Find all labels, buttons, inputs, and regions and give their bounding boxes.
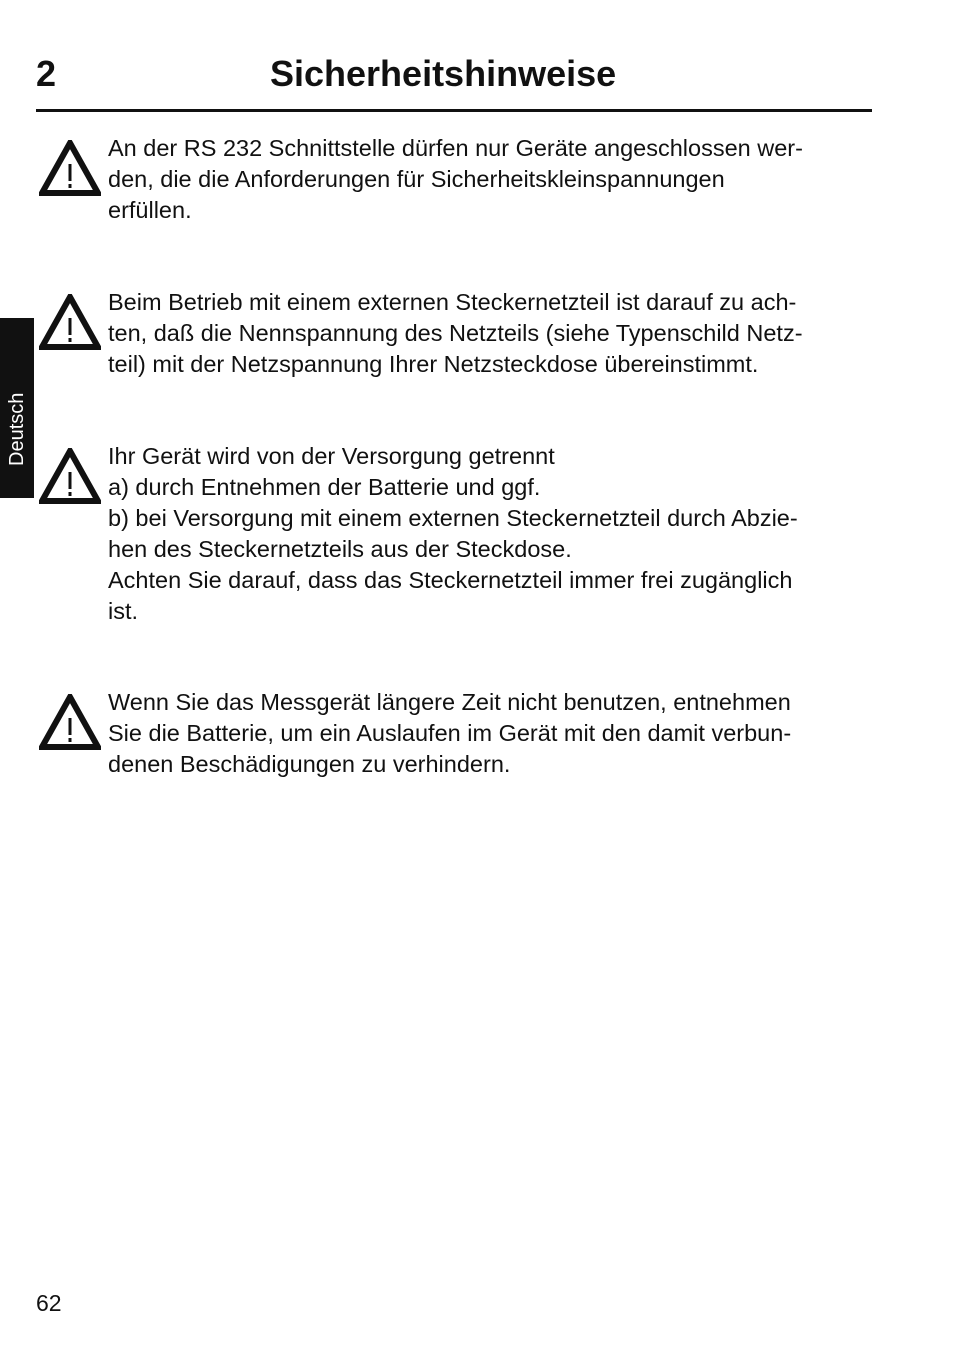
page-number: 62 — [36, 1290, 62, 1316]
text-line: Achten Sie darauf, dass das Steckernetzteil immer frei zugänglich — [108, 567, 793, 593]
text-line: Wenn Sie das Messgerät längere Zeit nicht benutzen, entnehmen — [108, 689, 791, 715]
safety-notice-text — [108, 133, 872, 226]
title-divider — [36, 109, 872, 112]
text-line: Ihr Gerät wird von der Versorgung getrennt — [108, 443, 555, 469]
text-line: b) bei Versorgung mit einem externen Steckernetzteil durch Abzie- — [108, 505, 798, 531]
warning-triangle-icon — [39, 140, 101, 196]
text-line: Beim Betrieb mit einem externen Steckernetzteil ist darauf zu ach- — [108, 289, 797, 315]
warning-triangle-icon — [39, 448, 101, 504]
safety-notice-2 — [36, 286, 872, 386]
text-line: Sie die Batterie, um ein Auslaufen im Gerät mit den damit verbun- — [108, 720, 792, 746]
language-side-tab-label: Deutsch — [6, 392, 28, 466]
safety-notice-text — [108, 441, 872, 627]
language-side-tab — [0, 318, 34, 498]
text-line: a) durch Entnehmen der Batterie und ggf. — [108, 474, 541, 500]
text-line: hen des Steckernetzteils aus der Steckdose. — [108, 536, 572, 562]
safety-notice-text — [108, 287, 872, 380]
text-line: ist. — [108, 598, 139, 624]
safety-notice-text — [108, 687, 872, 780]
safety-notice-4 — [36, 686, 872, 786]
text-line: teil) mit der Netzspannung Ihrer Netzsteckdose übereinstimmt. — [108, 351, 759, 377]
safety-notice-1 — [36, 132, 872, 232]
warning-triangle-icon — [39, 294, 101, 350]
safety-notice-3 — [36, 440, 872, 640]
chapter-number: 2 — [36, 53, 57, 94]
page-title: Sicherheitshinweise — [270, 53, 617, 94]
text-line: erfüllen. — [108, 197, 192, 223]
warning-triangle-icon — [39, 694, 101, 750]
text-line: denen Beschädigungen zu verhindern. — [108, 751, 511, 777]
text-line: den, die die Anforderungen für Sicherheitskleinspannungen — [108, 166, 725, 192]
text-line: An der RS 232 Schnittstelle dürfen nur Geräte angeschlossen wer- — [108, 135, 803, 161]
text-line: ten, daß die Nennspannung des Netzteils (siehe Typenschild Netz- — [108, 320, 803, 346]
